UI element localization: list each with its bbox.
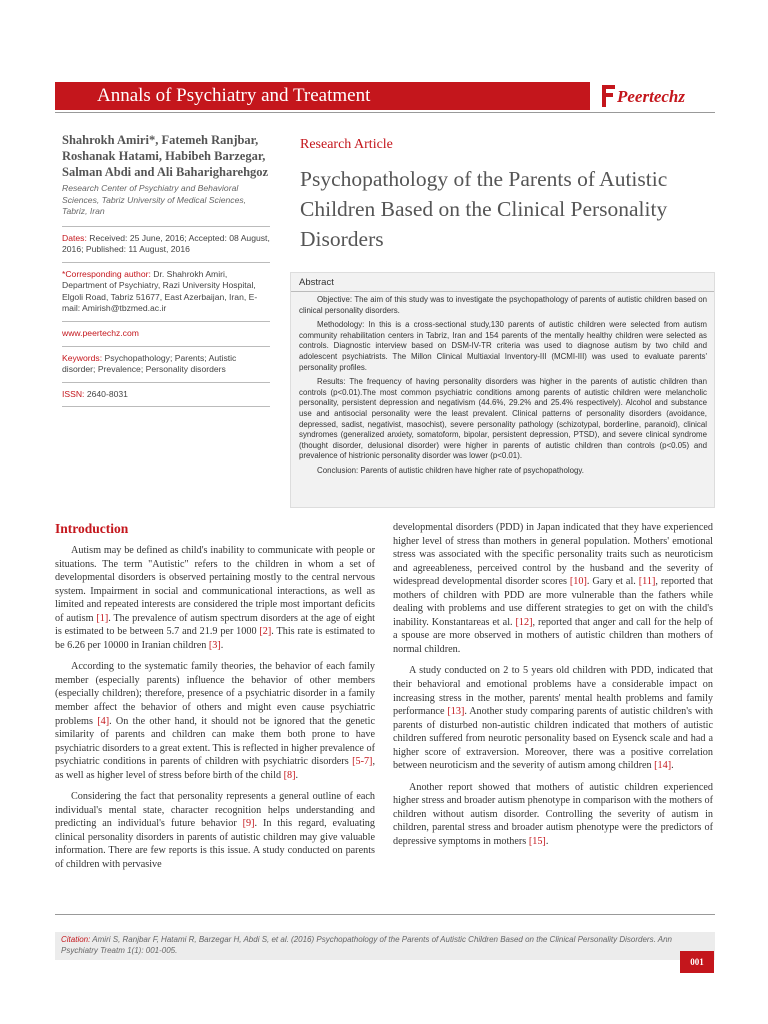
corr-label: *Corresponding author: (62, 268, 151, 279)
paragraph: A study conducted on 2 to 5 years old children with PDD, indicated that their behavioral and emotional problems have a considerable impact on increasing stress in the mother, parents' mental health problems and family performance [13]. Another study comparing parents of autistic children's with parents of disturbed non-autistic children indicated that mothers of autistic children suffered from neurotic personality based on Eysenck scale and had a higher score of extraversion. Moreover, there was a positive correlation between neuroticism and the severity of autism among children [14]. (393, 665, 713, 772)
sidebar-divider (62, 406, 270, 407)
abstract-conclusion: Conclusion: Parents of autistic children have higher rate of psychopathology. (317, 465, 584, 475)
citation-link[interactable]: [15] (528, 836, 546, 848)
paragraph: Considering the fact that personality represents a general outline of each individual's mental state, character recognition helps understanding and predicting an individual's future behavior [9]. In this regard, evaluating clinical personality disorders in parents of autistic children may give valuable information. There are few reports is this issue. A study conducted on parents of children with pervasive (55, 791, 375, 871)
corresponding-author (62, 269, 270, 315)
abstract-heading: Abstract (299, 277, 334, 288)
citation-label: Citation: (61, 935, 91, 944)
sidebar-divider (62, 346, 270, 347)
author-list: Shahrokh Amiri*, Fatemeh Ranjbar, Roshanak Hatami, Habibeh Barzegar, Salman Abdi and Ali Baharigharehgoz (62, 133, 269, 179)
keywords-label: Keywords: (62, 352, 103, 363)
citation-link[interactable]: [8] (283, 769, 296, 781)
article-type: Research Article (300, 137, 393, 152)
issn (62, 389, 270, 401)
citation-link[interactable]: [10] (569, 576, 587, 588)
paper-title: Psychopathology of the Parents of Autistic Children Based on the Clinical Personality Disorders (300, 167, 668, 251)
publisher-logo (597, 80, 717, 112)
sidebar-divider (62, 226, 270, 227)
abstract-divider (291, 291, 714, 292)
section-heading-introduction: Introduction (55, 521, 129, 536)
citation-link[interactable]: [2] (259, 626, 272, 638)
sidebar-divider (62, 321, 270, 322)
citation-link[interactable]: [5-7] (352, 756, 373, 768)
paragraph: Autism may be defined as child's inability to communicate with people or situations. The term "Autistic" refers to the children in whom a set of developmental disorders is observed pertaining mostly to the central nervous system. Impairment in social and communicational interactions, as well as limited and repeated interests are considered the triple most important deficits of autism [1]. The prevalence of autism spectrum disorders at the age of eight is estimated to be between 5.7 and 21.9 per 1000 [2]. This rate is estimated to be 6.26 per 10000 in Iranian children [3]. (55, 545, 376, 651)
author-sidebar (62, 132, 270, 407)
citation-link[interactable]: [13] (447, 706, 465, 718)
abstract-box (290, 272, 715, 508)
abstract-body (299, 295, 707, 481)
header-divider (55, 112, 715, 113)
body-column-left (55, 544, 375, 880)
citation-link[interactable]: [14] (654, 760, 672, 772)
citation-link[interactable]: [4] (97, 715, 110, 727)
footer-divider (55, 914, 715, 915)
citation-link[interactable]: [3] (208, 639, 221, 651)
citation-link[interactable]: [11] (638, 576, 656, 588)
paragraph: developmental disorders (PDD) in Japan indicated that they have experienced higher level of stress than mothers in general population. Mothers' emotional stress was associated with the specific personality traits such as neuroticism and agreeableness, perceived control by the husband and the severity of widespread developmental disorder scores [10]. Gary et al. [11], reported that mothers of children with PDD are more vulnerable than the fathers while dealing with problems and use different strategies to get on with the child's inability. Konstantareas et al. [12], reported that anger and call for the help of a spouse are more observed in mothers of autistic children than mothers of normal children. (393, 522, 713, 655)
dates-value: Received: 25 June, 2016; Accepted: 08 August, 2016; Published: 11 August, 2016 (62, 232, 270, 255)
peertechz-logo-icon (599, 83, 617, 109)
citation-value: Amiri S, Ranjbar F, Hatami R, Barzegar H, Abdi S, et al. (2016) Psychopathology of the Parents of Autistic Children Based on the Clinical Personality Disorders. Ann Psychiatry Treatm 1(1): 001-005. (61, 935, 672, 955)
affiliation: Research Center of Psychiatry and Behavioral Sciences, Tabriz University of Medical Sciences, Tabriz, Iran (62, 183, 247, 216)
citation-text (61, 934, 701, 956)
keywords (62, 353, 270, 376)
publisher-name: Peertechz (617, 87, 685, 106)
sidebar-divider (62, 262, 270, 263)
citation-link[interactable]: [12] (515, 616, 533, 628)
website-link[interactable]: www.peertechz.com (62, 328, 139, 339)
dates-label: Dates: (62, 232, 87, 243)
journal-title: Annals of Psychiatry and Treatment (97, 85, 371, 106)
body-column-right (393, 521, 713, 857)
sidebar-divider (62, 382, 270, 383)
citation-link[interactable]: [9] (242, 818, 255, 830)
paragraph: According to the systematic family theories, the behavior of each family member (especially parents) influence the behavior of other members (especially children); therefore, presence of a psychiatric disorder in a family member affect the behavior of others and might even cause psychiatric problems [4]. On the other hand, it should not be ignored that the genetic similarity of parents and children can make them both prone to have psychiatric disorders to a great extent. This is reflected in higher prevalence of psychiatric conditions in parents of children with psychiatric disorders [5-7], as well as higher level of stress before birth of the child [8]. (55, 661, 375, 781)
keywords-value: Psychopathology; Parents; Autistic disorder; Prevalence; Personality disorders (62, 352, 237, 375)
abstract-objective: Objective: The aim of this study was to investigate the psychopathology of parents of autistic children based on clinical personality disorders. (299, 295, 707, 315)
issn-label: ISSN: (62, 388, 85, 399)
abstract-methodology: Methodology: In this is a cross-sectional study,130 parents of autistic children were selected from autism community rehabilitation centers in Tabriz, Iran and 154 parents of the mentally healthy children were selected as controls. Diagnostic interview based on DSM-IV-TR criteria was used to diagnose autism by two child and adolescent psychiatrists. The Millon Clinical Multiaxial Inventory-III (MCMI-III) was used to evaluate parents' personality profiles. (299, 320, 707, 372)
corr-value: Dr. Shahrokh Amiri, Department of Psychiatry, Razi University Hospital, Elgoli Road, Tabriz 51677, East Azerbaijan, Iran, E-mail: Amirish@tbzmed.ac.ir (62, 268, 258, 314)
page-number: 001 (680, 951, 714, 973)
citation-link[interactable]: [1] (96, 612, 109, 624)
paragraph: Another report showed that mothers of autistic children experienced higher stress and broader autism phenotype in comparison with the mothers of children without autism disorder. Controlling the severity of autism in children, parental stress and broader autism phenotype were the predictors of depressive symptoms in mothers [15]. (393, 781, 713, 848)
abstract-results: Results: The frequency of having personality disorders was higher in the parents of autistic children than controls (p<0.01).The most common psychiatric conditions among parents of autistic children were melancholic personality, persistent depression and negativism (44.6%, 29.2% and 25.4% respectively). Alcohol and substance use and antisocial personality were the least prevalent. Clinical patterns of personality disorders (avoidance, depressed, sadist, negativist, masochist), severe personality pathology (schizotypal, borderline, paranoid), clinical syndromes (generalized anxiety, somatoform, bipolar, persistent depression, PTSD), and severe clinical syndrome (thought disorder, delusional disorder) were higher in parents of autistic children than controls (p<0.05) and prevalence of histrionic personality disorder was lower (p<0.01). (299, 377, 707, 461)
article-dates (62, 233, 270, 256)
issn-value: 2640-8031 (86, 388, 128, 399)
